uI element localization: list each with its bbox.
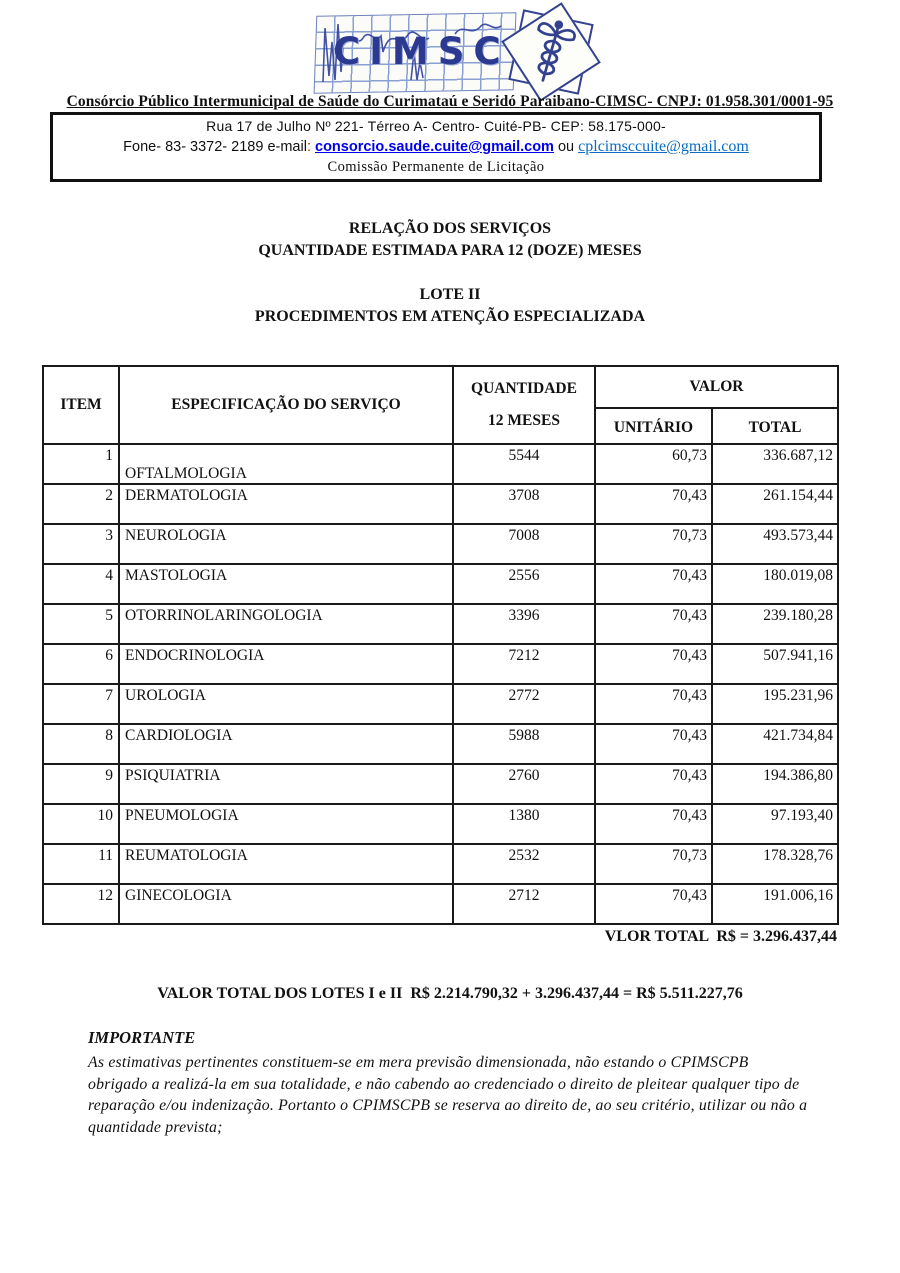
committee-line: Comissão Permanente de Licitação: [327, 159, 545, 175]
table-row: [43, 724, 838, 764]
item-number-cell: 10: [43, 804, 119, 844]
total-value-cell: 178.328,76: [712, 844, 838, 884]
secondary-email-link[interactable]: cplcimsccuite@gmail.com: [578, 138, 749, 155]
cimsc-logo: [315, 10, 605, 98]
service-name-cell: UROLOGIA: [119, 684, 453, 724]
table-row: [43, 804, 838, 844]
total-value-cell: 507.941,16: [712, 644, 838, 684]
total-value-cell: 493.573,44: [712, 524, 838, 564]
unit-value-cell: 70,73: [595, 844, 712, 884]
table-row: [43, 484, 838, 524]
important-body-text: As estimativas pertinentes constituem-se em mera previsão dimensionada, não estando o CPIMSCPB obrigado a realizá-la em sua totalidade, e não cabendo ao credenciado o direito de pleitear qualquer tipo de reparação e/ou indenização. Portanto o CPIMSCPB se reserva ao direito de, ao seu critério, utilizar ou não a quantidade prevista;: [88, 1054, 808, 1136]
table-row: [43, 644, 838, 684]
item-number-cell: 5: [43, 604, 119, 644]
lotes-grand-total-line: VALOR TOTAL DOS LOTES I e II R$ 2.214.790,32 + 3.296.437,44 = R$ 5.511.227,76: [157, 985, 743, 1002]
unit-value-cell: 60,73: [595, 444, 712, 484]
col-header-quantity-line2: 12 MESES: [488, 412, 560, 429]
unit-value-cell: 70,43: [595, 484, 712, 524]
table-row: [43, 684, 838, 724]
col-header-total: TOTAL: [712, 408, 838, 444]
item-number-cell: 11: [43, 844, 119, 884]
quantity-cell: 7212: [453, 644, 595, 684]
item-number-cell: 3: [43, 524, 119, 564]
document-titles: [0, 218, 900, 328]
quantity-cell: 5544: [453, 444, 595, 484]
quantity-cell: 3396: [453, 604, 595, 644]
phone-prefix: Fone- 83- 3372- 2189 e-mail: [123, 139, 307, 155]
logo-wordmark: CIMSC: [333, 30, 510, 73]
table-row: [43, 604, 838, 644]
quantity-cell: 2712: [453, 884, 595, 924]
table-row: [43, 444, 838, 484]
title-lote: LOTE II: [419, 286, 481, 303]
table-row: [43, 764, 838, 804]
total-value-cell: 336.687,12: [712, 444, 838, 484]
services-table-head: [43, 366, 838, 444]
quantity-cell: 7008: [453, 524, 595, 564]
service-name-cell: MASTOLOGIA: [119, 564, 453, 604]
item-number-cell: 1: [43, 444, 119, 484]
quantity-cell: 2532: [453, 844, 595, 884]
lote-total-line: VLOR TOTAL R$ = 3.296.437,44: [604, 928, 837, 945]
quantity-cell: 1380: [453, 804, 595, 844]
phone-email-line: [53, 138, 819, 156]
total-value-cell: 180.019,08: [712, 564, 838, 604]
service-name-cell: REUMATOLOGIA: [119, 844, 453, 884]
total-value-cell: 194.386,80: [712, 764, 838, 804]
address-box: [50, 112, 822, 182]
org-title-line: Consórcio Público Intermunicipal de Saúde do Curimataú e Seridó Paraibano-CIMSC- CNPJ: 01.958.301/0001-95: [66, 93, 834, 110]
col-header-valor: VALOR: [595, 366, 838, 408]
unit-value-cell: 70,43: [595, 764, 712, 804]
col-header-spec: ESPECIFICAÇÃO DO SERVIÇO: [119, 366, 453, 444]
total-value-cell: 261.154,44: [712, 484, 838, 524]
unit-value-cell: 70,73: [595, 524, 712, 564]
service-name-cell: OFTALMOLOGIA: [119, 444, 453, 484]
col-header-quantity: [453, 366, 595, 444]
title-line-2: QUANTIDADE ESTIMADA PARA 12 (DOZE) MESES: [258, 242, 642, 259]
email-separator: ou: [553, 139, 579, 155]
quantity-cell: 2760: [453, 764, 595, 804]
item-number-cell: 7: [43, 684, 119, 724]
unit-value-cell: 70,43: [595, 724, 712, 764]
quantity-cell: 5988: [453, 724, 595, 764]
unit-value-cell: 70,43: [595, 604, 712, 644]
total-value-cell: 191.006,16: [712, 884, 838, 924]
total-value-cell: 421.734,84: [712, 724, 838, 764]
item-number-cell: 12: [43, 884, 119, 924]
service-name-cell: OTORRINOLARINGOLOGIA: [119, 604, 453, 644]
services-table-body: [43, 444, 838, 924]
service-name-cell: GINECOLOGIA: [119, 884, 453, 924]
service-name-cell: PNEUMOLOGIA: [119, 804, 453, 844]
item-number-cell: 9: [43, 764, 119, 804]
title-gap: [0, 262, 900, 284]
col-header-quantity-line1: QUANTIDADE: [471, 380, 577, 397]
services-table: [42, 365, 839, 925]
table-row: [43, 844, 838, 884]
header-row-top: [43, 366, 838, 408]
unit-value-cell: 70,43: [595, 644, 712, 684]
unit-value-cell: 70,43: [595, 564, 712, 604]
important-note: [88, 1028, 812, 1138]
unit-value-cell: 70,43: [595, 804, 712, 844]
item-number-cell: 4: [43, 564, 119, 604]
title-procedimentos: PROCEDIMENTOS EM ATENÇÃO ESPECIALIZADA: [254, 308, 646, 325]
quantity-cell: 3708: [453, 484, 595, 524]
quantity-cell: 2772: [453, 684, 595, 724]
table-row: [43, 564, 838, 604]
quantity-cell: 2556: [453, 564, 595, 604]
primary-email-link[interactable]: consorcio.saude.cuite@gmail.com: [315, 139, 554, 155]
col-header-unitario: UNITÁRIO: [595, 408, 712, 444]
service-name-cell: CARDIOLOGIA: [119, 724, 453, 764]
col-header-item: ITEM: [43, 366, 119, 444]
service-name-cell: DERMATOLOGIA: [119, 484, 453, 524]
item-number-cell: 2: [43, 484, 119, 524]
address-line: Rua 17 de Julho Nº 221- Térreo A- Centro- Cuité-PB- CEP: 58.175-000-: [206, 118, 666, 134]
service-name-cell: ENDOCRINOLOGIA: [119, 644, 453, 684]
unit-value-cell: 70,43: [595, 884, 712, 924]
service-name-cell: PSIQUIATRIA: [119, 764, 453, 804]
total-value-cell: 195.231,96: [712, 684, 838, 724]
item-number-cell: 8: [43, 724, 119, 764]
total-value-cell: 239.180,28: [712, 604, 838, 644]
unit-value-cell: 70,43: [595, 684, 712, 724]
table-row: [43, 524, 838, 564]
important-heading: IMPORTANTE: [88, 1028, 196, 1047]
service-name-cell: NEUROLOGIA: [119, 524, 453, 564]
table-row: [43, 884, 838, 924]
title-line-1: RELAÇÃO DOS SERVIÇOS: [348, 220, 552, 237]
item-number-cell: 6: [43, 644, 119, 684]
colon-separator: :: [306, 139, 315, 155]
total-value-cell: 97.193,40: [712, 804, 838, 844]
